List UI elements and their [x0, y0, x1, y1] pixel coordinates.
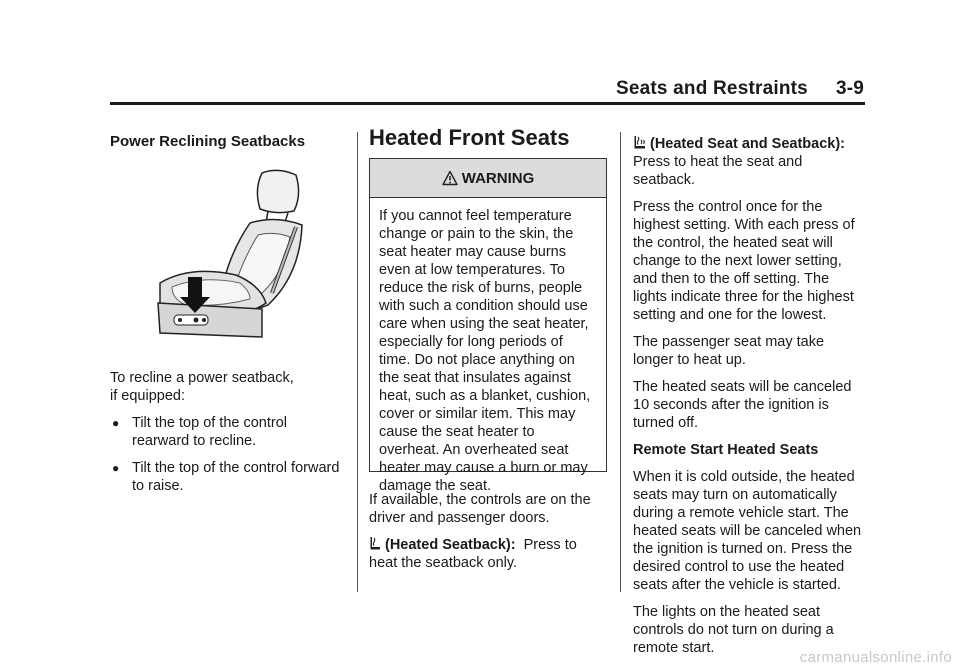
- left-column: [110, 133, 350, 160]
- intro-text: [110, 369, 350, 405]
- text-line: setting and one for the lowest.: [633, 307, 827, 323]
- warning-line: cause the seat heater to: [379, 424, 535, 440]
- text-line: lights indicate three for the highest: [633, 289, 854, 305]
- page-header: [616, 78, 864, 100]
- text-line: When it is cold outside, the heated: [633, 469, 855, 485]
- heated-seatback-icon: [369, 536, 382, 551]
- warning-line: heat, such as a blanket, cushion,: [379, 388, 591, 404]
- intro-line-2: if equipped:: [110, 388, 185, 404]
- column-divider-1: [357, 132, 358, 592]
- text-line: The heated seats will be canceled: [633, 379, 852, 395]
- text-line: during a remote vehicle start. The: [633, 505, 849, 521]
- warning-line: especially for long periods of: [379, 334, 563, 350]
- heated-seatback-label: (Heated Seatback):: [385, 537, 516, 553]
- bullet-1-line-1: Tilt the top of the control: [132, 415, 288, 431]
- warning-body: [370, 198, 606, 495]
- right-column: [633, 135, 868, 666]
- bullet-2-line-1: Tilt the top of the control forward: [132, 460, 340, 476]
- middle-column-text: [369, 491, 614, 581]
- text-line: and then to the off setting. The: [633, 271, 830, 287]
- warning-line: even at low temperatures. To: [379, 262, 565, 278]
- text-line: the ignition is turned on. Press the: [633, 541, 853, 557]
- paragraph-cancel: [633, 378, 868, 432]
- warning-line: change or pain to the skin, the: [379, 226, 574, 242]
- heated-seat-and-seatback-icon: [633, 135, 647, 150]
- warning-line: with such a condition should use: [379, 298, 588, 314]
- section-heading-heated: Heated Front Seats: [369, 125, 570, 150]
- text-line: seatback.: [633, 172, 696, 188]
- warning-line: overheat. An overheated seat: [379, 442, 569, 458]
- text-line: turned off.: [633, 415, 699, 431]
- text-line: 10 seconds after the ignition is: [633, 397, 829, 413]
- column-divider-2: [620, 132, 621, 592]
- text-line: controls do not turn on during a: [633, 622, 834, 638]
- bullet-icon: ●: [112, 461, 120, 475]
- warning-title: WARNING: [461, 169, 535, 187]
- warning-box: [369, 158, 607, 494]
- warning-line: time. Do not place anything on: [379, 352, 575, 368]
- heated-seat-and-seatback-text: [633, 135, 868, 189]
- text-line: the control, the heated seat will: [633, 235, 833, 251]
- warning-line: heater may cause a burn or may: [379, 460, 588, 476]
- subheading-remote-start: Remote Start Heated Seats: [633, 442, 819, 458]
- text-line: The lights on the heated seat: [633, 604, 821, 620]
- text-line: seats after the vehicle is started.: [633, 577, 841, 593]
- heated-seatback-line-1: Press to: [523, 537, 577, 553]
- text-line: Press the control once for the: [633, 199, 823, 215]
- warning-line: the seat that insulates against: [379, 370, 571, 386]
- bullet-icon: ●: [112, 416, 120, 430]
- list-item: [110, 459, 350, 495]
- text-line: Press to heat the seat and: [633, 154, 803, 170]
- text-line: highest setting. With each press of: [633, 217, 855, 233]
- heated-seat-label: (Heated Seat and Seatback):: [650, 136, 846, 152]
- list-item: [110, 414, 350, 450]
- power-seat-illustration: [150, 165, 325, 350]
- header-rule: [110, 102, 865, 105]
- text-line: seats may turn on automatically: [633, 487, 837, 503]
- text-line: The passenger seat may take: [633, 334, 825, 350]
- left-column-text: [110, 369, 350, 504]
- availability-line-1: If available, the controls are on the: [369, 492, 591, 508]
- warning-triangle-icon: [442, 170, 458, 186]
- page-number: 3-9: [835, 78, 864, 99]
- text-line: longer to heat up.: [633, 352, 746, 368]
- paragraph-remote-start: [633, 468, 868, 594]
- text-line: remote start.: [633, 640, 715, 656]
- heated-seatback-line-2: heat the seatback only.: [369, 555, 518, 571]
- text-line: change to the next lower setting,: [633, 253, 842, 269]
- bullet-2-line-2: to raise.: [132, 478, 184, 494]
- paragraph-passenger: [633, 333, 868, 369]
- availability-line-2: driver and passenger doors.: [369, 510, 550, 526]
- intro-line-1: To recline a power seatback,: [110, 370, 294, 386]
- watermark: carmanualsonline.info: [799, 649, 952, 666]
- warning-line: cover or similar item. This may: [379, 406, 576, 422]
- section-title: Seats and Restraints: [615, 78, 808, 99]
- paragraph-settings: [633, 198, 868, 324]
- text-line: desired control to use the heated: [633, 559, 845, 575]
- section-heading-reclining: Power Reclining Seatbacks: [110, 133, 306, 150]
- warning-line: damage the seat.: [379, 478, 492, 494]
- warning-line: care when using the seat heater,: [379, 316, 589, 332]
- warning-line: seat heater may cause burns: [379, 244, 566, 260]
- heated-seatback-text: [369, 536, 614, 572]
- warning-line: If you cannot feel temperature: [379, 208, 572, 224]
- warning-header: [370, 159, 606, 198]
- text-line: heated seats will be canceled when: [633, 523, 862, 539]
- bullet-1-line-2: rearward to recline.: [132, 433, 257, 449]
- warning-line: reduce the risk of burns, people: [379, 280, 583, 296]
- availability-text: [369, 491, 614, 527]
- middle-column-heading: [369, 125, 609, 156]
